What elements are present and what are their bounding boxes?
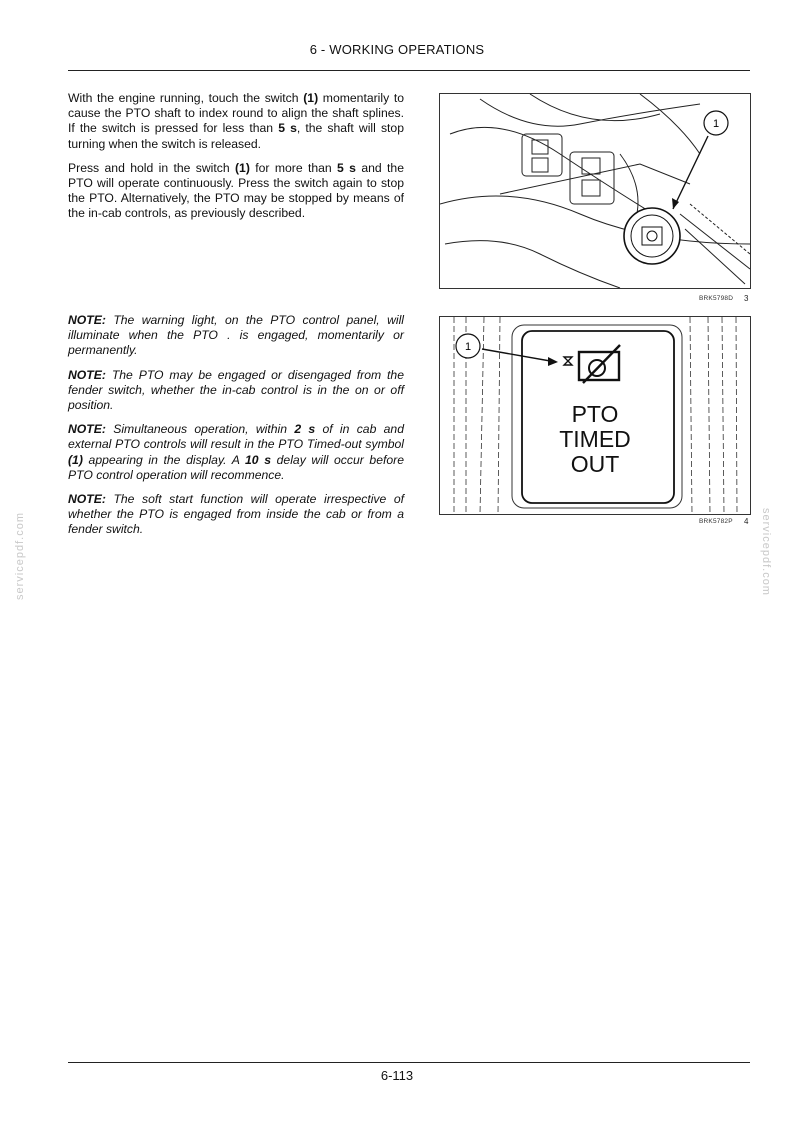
notes-block [68, 313, 404, 547]
note-soft-start: NOTE: The soft start function will operate irrespective of whether the PTO is engaged from inside the cab or from a fender switch. [68, 492, 404, 537]
display-line-1: PTO [571, 401, 619, 427]
note-fender-switch: NOTE: The PTO may be engaged or disengaged from the fender switch, whether the in-cab control is in the on or off position. [68, 367, 404, 413]
watermark-left: servicepdf.com [14, 512, 26, 600]
watermark-right: servicepdf.com [760, 508, 772, 596]
figure-number: 3 [744, 294, 749, 303]
figure-fender-switch [439, 93, 751, 289]
callout-label: 1 [712, 118, 720, 130]
header-rule [68, 70, 750, 71]
paragraph-touch-switch: With the engine running, touch the switch (1) momentarily to cause the PTO shaft to index round to align the shaft splines. If the switch is pressed for less than 5 s, the shaft will stop turning when the switch is released. [68, 91, 405, 151]
page-number: 6-113 [380, 1068, 414, 1083]
paragraph-hold-switch: Press and hold in the switch (1) for more than 5 s and the PTO will operate continuously. Press the switch again to stop the PTO. Alternatively, the PTO may be stopped by means of the in-cab controls, as previously described. [68, 160, 404, 221]
figure-pto-display [439, 316, 751, 515]
pto-display-illustration [440, 317, 750, 514]
figure-code: BRK5798D [699, 295, 734, 302]
footer-rule [68, 1062, 750, 1063]
page-header-title: 6 - WORKING OPERATIONS [309, 42, 485, 57]
instructions-block [68, 91, 404, 231]
note-simultaneous-operation: NOTE: Simultaneous operation, within 2 s of in cab and external PTO controls will result in the PTO Timed-out symbol (1) appearing in the display. A 10 s delay will occur before PTO control operation will recommence. [68, 422, 404, 482]
note-warning-light: NOTE: The warning light, on the PTO control panel, will illuminate when the PTO . is engaged, momentarily or permanently. [68, 313, 404, 358]
fender-switch-illustration [440, 94, 750, 288]
callout-label: 1 [464, 341, 472, 353]
figure-code: BRK5782P [699, 518, 733, 525]
display-line-2: TIMED [559, 426, 631, 452]
figure-number: 4 [744, 517, 749, 526]
display-line-3: OUT [570, 451, 620, 477]
